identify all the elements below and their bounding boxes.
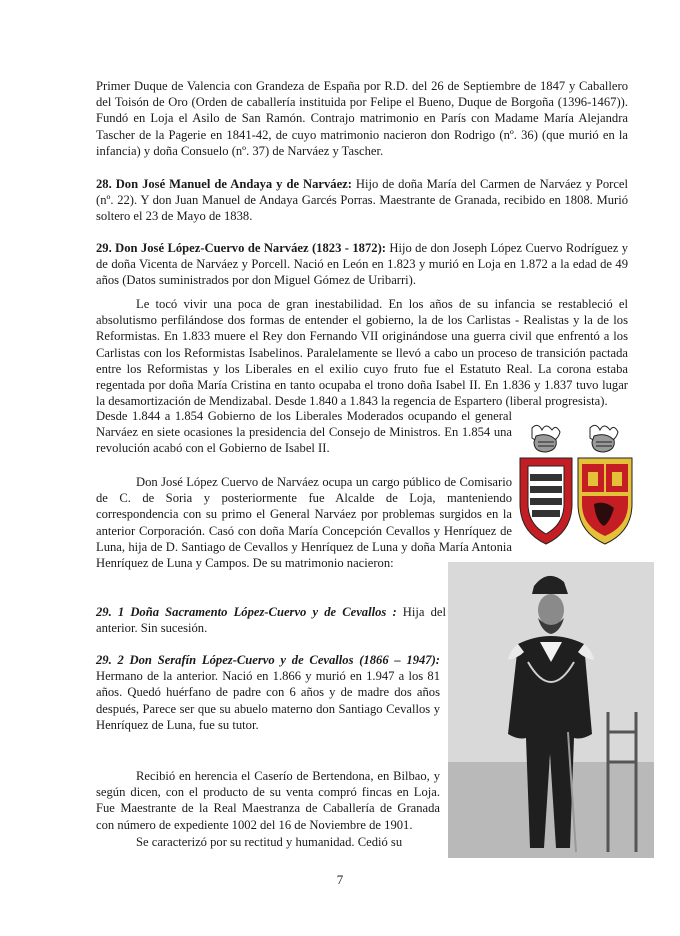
paragraph-entry-29 — [96, 240, 628, 289]
entry-29-2-text: Hermano de la anterior. Nació en 1.866 y murió en 1.947 a los 81 años. Quedó huérfano de padre con 6 años y de madre dos años después, Parece ser que su abuelo materno don Santiago Cevallos y Henríquez de Luna, fue su tutor. — [96, 669, 440, 732]
portrait-photo — [448, 562, 654, 858]
entry-29-2-heading: 29. 2 Don Serafín López-Cuervo y de Cevallos (1866 – 1947): — [96, 653, 440, 667]
right-helmet-icon — [590, 425, 618, 452]
right-shield-icon — [578, 458, 632, 544]
entry-29-heading: 29. Don José López-Cuervo de Narváez (1823 - 1872): — [96, 241, 386, 255]
page-number: 7 — [336, 872, 344, 887]
entry-29-1-text: Hija del anterior. Sin sucesión. — [96, 605, 446, 636]
uniformed-man-figure-icon — [448, 562, 654, 858]
coats-of-arms-image — [518, 422, 636, 562]
paragraph-character: Se caracterizó por su rectitud y humanidad. Cedió su — [136, 835, 403, 849]
entry-29-1-heading: 29. 1 Doña Sacramento López-Cuervo y de Cevallos : — [96, 605, 397, 619]
paragraph-historical-context-cont: Desde 1.844 a 1.854 Gobierno de los Liberales Moderados ocupando el general Narváez en siete ocasiones la presidencia del Consejo de Ministros. En 1.854 una revolución acabó con el Gobierno de Isabel II. — [96, 409, 512, 456]
paragraph-entry-29-1 — [96, 604, 446, 636]
entry-28-text: Hijo de doña María del Carmen de Narváez y Porcel (nº. 22). Y don Juan Manuel de Andaya Garcés Porras. Maestrante de Granada, recibido en 1808. Murió soltero el 23 de Mayo de 1838. — [96, 177, 629, 224]
paragraph-inheritance: Recibió en herencia el Caserío de Bertendona, en Bilbao, y según dicen, con el producto de su venta compró fincas en Loja. Fue Maestrante de la Real Maestranza de Caballería de Granada con número de expediente 1002 del 16 de Noviembre de 1901. — [96, 769, 440, 832]
paragraph-narvaez-biography: Primer Duque de Valencia con Grandeza de España por R.D. del 26 de Septiembre de 1847 y Caballero del Toisón de Oro (Orden de caballería instituida por Felipe el Bueno, Duque de Borgoña (1396-1467)). Fundó en Loja el Asilo de San Ramón. Contrajo matrimonio en París con Madame María Alejandra Tascher de la Pagerie en 1841-42, de cuyo matrimonio nacieron don Rodrigo (nº. 36) (que murió en la infancia) y doña Consuelo (nº. 37) de Narváez y Tascher. — [96, 79, 628, 158]
paragraph-historical-context: Le tocó vivir una poca de gran inestabilidad. En los años de su infancia se restableció el absolutismo perfilándose dos formas de entender el gobierno, la de los Carlistas - Realistas y la de los Reformistas. En 1.833 muere el Rey don Fernando VII originándose una guerra civil que enfrentó a los Carlistas con los Reformistas Isabelinos. Paralelamente se llevó a cabo un proceso de transición pactada entre los Reformistas y los Liberales en el exilio cuyo fruto fue el Estatuto Real. La corona estaba regentada por doña María Cristina en tanto ocupaba el trono doña Isabel II. En 1.836 y 1.837 tuvo lugar la desamortización de Mendizabal. Desde 1.840 a 1.843 la regencia de Espartero (liberal progresista). — [96, 297, 628, 409]
paragraph-jose-lopez-cuervo: Don José López Cuervo de Narváez ocupa un cargo público de Comisario de C. de Soria y posteriormente fue Alcalde de Loja, manteniendo correspondencia con su primo el General Narváez por problemas surgidos en la anterior Corporación. Casó con doña María Concepción Cevallos y Henríquez de Luna, hija de D. Santiago de Cevallos y Henríquez de Luna y doña María Antonia Henríquez de Luna y Campos. De su matrimonio nacieron: — [96, 475, 512, 571]
left-shield-icon — [520, 458, 572, 544]
entry-29-text: Hijo de don Joseph López Cuervo Rodríguez y de doña Vicenta de Narváez y Porcell. Nació en León en 1.823 y murió en Loja en 1.872 a la edad de 49 años (Datos suministrados por don Miguel Gómez de Uribarri). — [96, 241, 629, 288]
paragraph-entry-28 — [96, 176, 628, 225]
entry-28-heading: 28. Don José Manuel de Andaya y de Narváez: — [96, 177, 352, 191]
left-helmet-icon — [532, 425, 560, 452]
paragraph-entry-29-2 — [96, 652, 440, 733]
